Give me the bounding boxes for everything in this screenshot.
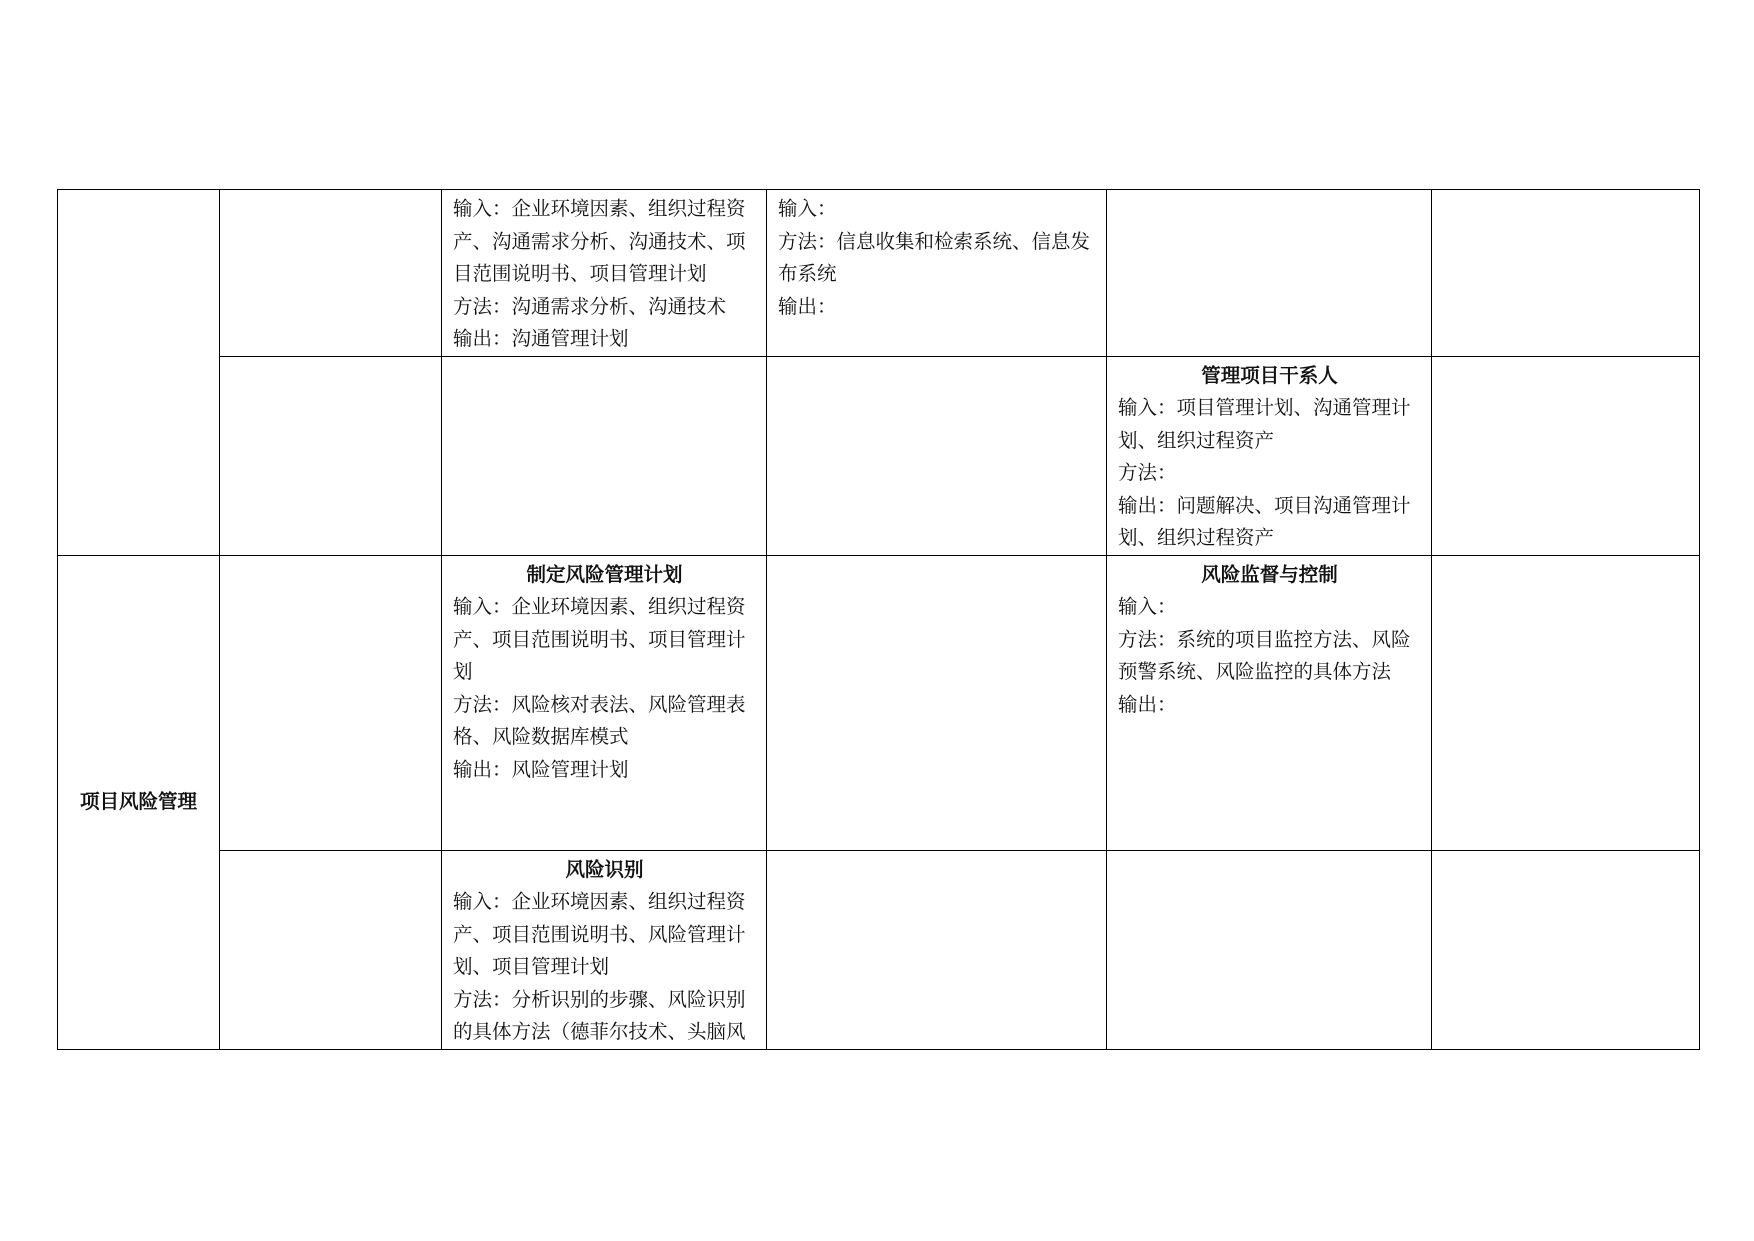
cell-distribute-information <box>767 190 1107 357</box>
process-heading: 管理项目干系人 <box>1201 363 1338 387</box>
cell-risk-identification <box>442 850 767 1049</box>
methods-text: 方法：信息收集和检索系统、信息发布系统 <box>778 229 1091 285</box>
methods-text: 方法：分析识别的步骤、风险识别的具体方法（德菲尔技术、头脑风 <box>453 987 746 1043</box>
input-text: 输入：企业环境因素、组织过程资产、项目范围说明书、项目管理计划 <box>453 595 746 683</box>
cell-manage-stakeholders <box>1107 356 1432 555</box>
empty-cell <box>1432 555 1700 850</box>
output-text: 输出：风险管理计划 <box>453 757 629 781</box>
input-text: 输入：企业环境因素、组织过程资产、项目范围说明书、风险管理计划、项目管理计划 <box>453 890 746 978</box>
output-text: 输出：沟通管理计划 <box>453 327 629 350</box>
methods-text: 方法：沟通需求分析、沟通技术 <box>453 294 727 318</box>
input-text: 输入：项目管理计划、沟通管理计划、组织过程资产 <box>1118 396 1411 452</box>
output-text: 输出： <box>778 294 837 318</box>
empty-cell <box>1107 190 1432 357</box>
empty-cell <box>220 555 442 850</box>
cell-plan-communications <box>442 190 767 357</box>
empty-cell <box>220 190 442 357</box>
cell-plan-risk-management <box>442 555 767 850</box>
empty-cell <box>442 356 767 555</box>
table-row <box>58 555 1700 850</box>
input-text: 输入： <box>1118 595 1177 618</box>
process-table-container <box>57 189 1699 1041</box>
process-heading: 风险监督与控制 <box>1201 562 1338 586</box>
empty-cell <box>220 356 442 555</box>
methods-text: 方法：系统的项目监控方法、风险预警系统、风险监控的具体方法 <box>1118 627 1411 683</box>
table-row <box>58 356 1700 555</box>
project-management-process-table <box>57 189 1700 1050</box>
empty-cell <box>767 555 1107 850</box>
empty-cell <box>220 850 442 1049</box>
output-text: 输出：问题解决、项目沟通管理计划、组织过程资产 <box>1118 493 1411 549</box>
process-heading: 风险识别 <box>565 857 644 881</box>
empty-cell <box>1107 850 1432 1049</box>
empty-cell <box>767 850 1107 1049</box>
methods-text: 方法：风险核对表法、风险管理表格、风险数据库模式 <box>453 692 746 748</box>
section-title-risk: 项目风险管理 <box>79 789 197 813</box>
table-row <box>58 190 1700 357</box>
output-text: 输出： <box>1118 692 1177 716</box>
input-text: 输入：企业环境因素、组织过程资产、沟通需求分析、沟通技术、项目范围说明书、项目管理计划 <box>453 197 746 285</box>
empty-cell <box>1432 850 1700 1049</box>
methods-text: 方法： <box>1118 461 1177 484</box>
table-row <box>58 850 1700 1049</box>
area-cell-risk <box>58 555 220 1049</box>
area-cell-communications <box>58 190 220 556</box>
empty-cell <box>1432 190 1700 357</box>
process-heading: 制定风险管理计划 <box>526 562 683 586</box>
empty-cell <box>1432 356 1700 555</box>
input-text: 输入： <box>778 197 837 220</box>
cell-risk-monitoring-control <box>1107 555 1432 850</box>
empty-cell <box>767 356 1107 555</box>
